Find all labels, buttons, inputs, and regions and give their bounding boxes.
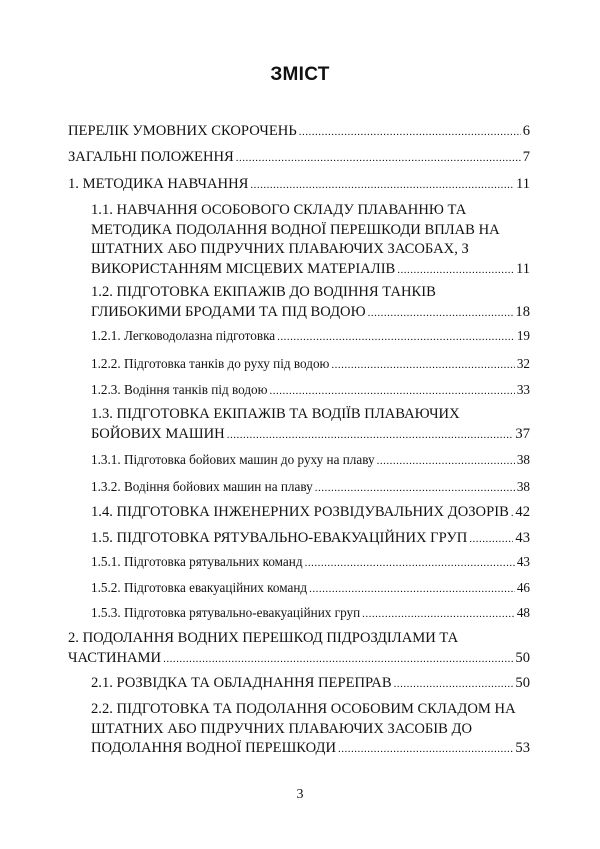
toc-entry-title: 2. ПОДОЛАННЯ ВОДНИХ ПЕРЕШКОД ПІДРОЗДІЛАМИ ТА [68, 630, 459, 646]
toc-entry-page: 50 [515, 649, 530, 666]
toc-entry [91, 404, 530, 443]
dot-leader [362, 604, 515, 624]
toc-entry-page: 32 [516, 356, 530, 371]
toc-entry-page: 33 [516, 382, 530, 397]
toc-entry-page: 43 [515, 530, 530, 546]
toc-entry-title: ШТАТНИХ АБО ПІДРУЧНИХ ПЛАВАЮЧИХ ЗАСОБІВ ДО [91, 720, 473, 737]
dot-leader [250, 175, 514, 195]
toc-entry [91, 282, 530, 321]
dot-leader [270, 381, 515, 401]
toc-entry-title: ПОДОЛАННЯ ВОДНОЇ ПЕРЕШКОДИ [91, 740, 336, 756]
toc-entry-page: 42 [515, 504, 530, 520]
toc-entry [91, 326, 530, 346]
toc-entry-title: 1.5.3. Підготовка рятувально-евакуаційних груп [91, 605, 361, 620]
toc-entry-title: ШТАТНИХ АБО ПІДРУЧНИХ ПЛАВАЮЧИХ ЗАСОБАХ, З [91, 241, 469, 257]
toc-entry-title: ПЕРЕЛІК УМОВНИХ СКОРОЧЕНЬ [68, 123, 297, 139]
toc-entry-page: 19 [516, 328, 530, 343]
toc-entry [91, 528, 530, 548]
toc-entry [91, 673, 530, 693]
dot-leader [397, 260, 514, 280]
toc-entry [68, 174, 530, 194]
toc-entry-title: 1.2.3. Водіння танків під водою [91, 382, 268, 397]
toc-entry-title: 1.5.1. Підготовка рятувальних команд [91, 554, 303, 569]
toc-entry-page: 18 [515, 303, 530, 320]
dot-leader [309, 579, 515, 599]
toc-entry-title: 1.5.2. Підготовка евакуаційних команд [91, 580, 308, 595]
toc-entry [91, 699, 530, 758]
toc-entry-page: 11 [515, 260, 530, 277]
dot-leader [227, 425, 514, 445]
toc-entry-title: 1.3.1. Підготовка бойових машин до руху на плаву [91, 452, 375, 467]
dot-leader [368, 303, 514, 323]
toc-entry-page: 6 [522, 123, 530, 139]
dot-leader [299, 122, 521, 142]
toc-entry-page: 43 [516, 554, 530, 569]
toc-entry-title: ЧАСТИНАМИ [68, 649, 162, 666]
toc-entry [91, 603, 530, 623]
toc-entry-title: 1. МЕТОДИКА НАВЧАННЯ [68, 176, 249, 192]
toc-entry-title: 1.3.2. Водіння бойових машин на плаву [91, 479, 313, 494]
toc-entry [91, 380, 530, 400]
toc-entry-title: 1.2. ПІДГОТОВКА ЕКІПАЖІВ ДО ВОДІННЯ ТАНКІВ [91, 284, 436, 300]
toc-entry-title: 1.1. НАВЧАННЯ ОСОБОВОГО СКЛАДУ ПЛАВАННЮ ТА [91, 202, 467, 218]
toc-entry [68, 147, 530, 167]
toc-entry [91, 502, 530, 522]
toc-entry-title: 1.3. ПІДГОТОВКА ЕКІПАЖІВ ТА ВОДІЇВ ПЛАВАЮЧИХ [91, 406, 460, 422]
dot-leader [338, 739, 513, 759]
toc-entry-title: 1.4. ПІДГОТОВКА ІНЖЕНЕРНИХ РОЗВІДУВАЛЬНИХ ДОЗОРІВ [91, 504, 509, 520]
toc-entry-title: ГЛИБОКИМИ БРОДАМИ ТА ПІД ВОДОЮ [91, 303, 366, 320]
toc-entry-page: 11 [515, 176, 530, 192]
toc-entry-page: 38 [516, 479, 530, 494]
toc-entry-title: 2.2. ПІДГОТОВКА ТА ПОДОЛАННЯ ОСОБОВИМ СКЛАДОМ НА [91, 701, 516, 717]
toc-entry-title: БОЙОВИХ МАШИН [91, 425, 225, 442]
toc-entry [91, 450, 530, 470]
toc-entry-page: 46 [516, 580, 530, 595]
dot-leader [163, 649, 513, 669]
toc-entry-page: 38 [516, 452, 530, 467]
toc-entry [91, 200, 530, 278]
toc-entry-title: 1.2.1. Легководолазна підготовка [91, 328, 276, 343]
dot-leader [511, 503, 514, 523]
toc-entry-title: ЗАГАЛЬНІ ПОЛОЖЕННЯ [68, 149, 234, 165]
toc-entry-title: 2.1. РОЗВІДКА ТА ОБЛАДНАННЯ ПЕРЕПРАВ [91, 675, 392, 691]
toc-entry [68, 628, 530, 667]
toc-entry-page: 7 [522, 149, 530, 165]
toc-entry-title: 1.5. ПІДГОТОВКА РЯТУВАЛЬНО-ЕВАКУАЦІЙНИХ ГРУП [91, 530, 468, 546]
toc-entry-page: 50 [515, 675, 530, 691]
dot-leader [305, 553, 515, 573]
toc-entry-title: ВИКОРИСТАННЯМ МІСЦЕВИХ МАТЕРІАЛІВ [91, 260, 396, 277]
page-title: ЗМІСТ [270, 64, 330, 85]
dot-leader [315, 478, 515, 498]
page-number: 3 [296, 787, 304, 802]
dot-leader [331, 355, 514, 375]
toc-entry-title: МЕТОДИКА ПОДОЛАННЯ ВОДНОЇ ПЕРЕШКОДИ ВПЛАВ НА [91, 221, 500, 238]
toc-entry-title: 1.2.2. Підготовка танків до руху під водою [91, 356, 330, 371]
dot-leader [377, 451, 515, 471]
toc-entry-page: 37 [515, 425, 530, 442]
toc-entry [91, 552, 530, 572]
dot-leader [469, 529, 513, 549]
toc-entry [91, 578, 530, 598]
dot-leader [394, 674, 514, 694]
dot-leader [277, 327, 515, 347]
toc-entry [68, 121, 530, 141]
toc-entry [91, 354, 530, 374]
toc-entry [91, 477, 530, 497]
toc-entry-page: 48 [516, 605, 530, 620]
dot-leader [236, 148, 521, 168]
toc-entry-page: 53 [515, 740, 530, 756]
